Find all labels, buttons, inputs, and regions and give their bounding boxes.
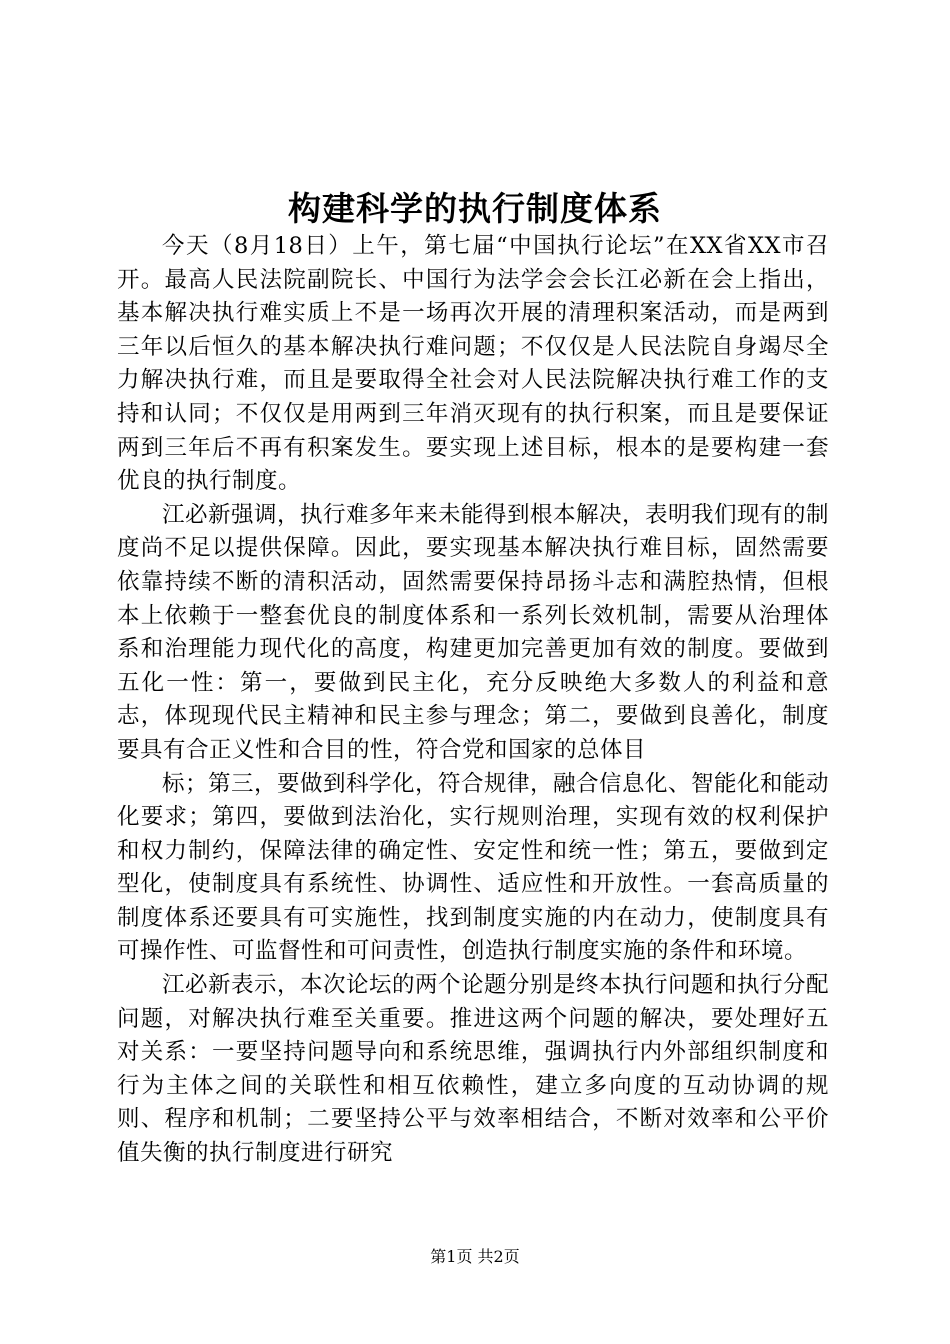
page-footer: 第1页 共2页 (430, 1247, 520, 1266)
paragraph-1: 今天（8月18日）上午，第七届“中国执行论坛”在XX省XX市召开。最高人民法院副院长、中国行为法学会会长江必新在会上指出，基本解决执行难实质上不是一场再次开展的清理积案活动，而是两到三年以后恒久的基本解决执行难问题；不仅仅是人民法院自身竭尽全力解决执行难，而且是要取得全社会对人民法院解决执行难工作的支持和认同；不仅仅是用两到三年消灭现有的执行积案，而且是要保证两到三年后不再有积案发生。要实现上述目标，根本的是要构建一套优良的执行制度。 (117, 233, 829, 495)
document-body (117, 230, 829, 1171)
paragraph-4: 江必新表示，本次论坛的两个论题分别是终本执行问题和执行分配问题，对解决执行难至关重要。推进这两个问题的解决，要处理好五对关系：一要坚持问题导向和系统思维，强调执行内外部组织制度和行为主体之间的关联性和相互依赖性，建立多向度的互动协调的规则、程序和机制；二要坚持公平与效率相结合，不断对效率和公平价值失衡的执行制度进行研究 (117, 972, 830, 1167)
document-title: 构建科学的执行制度体系 (288, 189, 662, 228)
paragraph-3: 标；第三，要做到科学化，符合规律，融合信息化、智能化和能动化要求；第四，要做到法治化，实行规则治理，实现有效的权利保护和权力制约，保障法律的确定性、安定性和统一性；第五，要做到定型化，使制度具有系统性、协调性、适应性和开放性。一套高质量的制度体系还要具有可实施性，找到制度实施的内在动力，使制度具有可操作性、可监督性和可问责性，创造执行制度实施的条件和环境。 (117, 770, 830, 965)
paragraph-2: 江必新强调，执行难多年来未能得到根本解决，表明我们现有的制度尚不足以提供保障。因此，要实现基本解决执行难目标，固然需要依靠持续不断的清积活动，固然需要保持昂扬斗志和满腔热情，但根本上依赖于一整套优良的制度体系和一系列长效机制，需要从治理体系和治理能力现代化的高度，构建更加完善更加有效的制度。要做到五化一性：第一，要做到民主化，充分反映绝大多数人的利益和意志，体现现代民主精神和民主参与理念；第二，要做到良善化，制度要具有合正义性和合目的性，符合党和国家的总体目 (117, 501, 830, 763)
